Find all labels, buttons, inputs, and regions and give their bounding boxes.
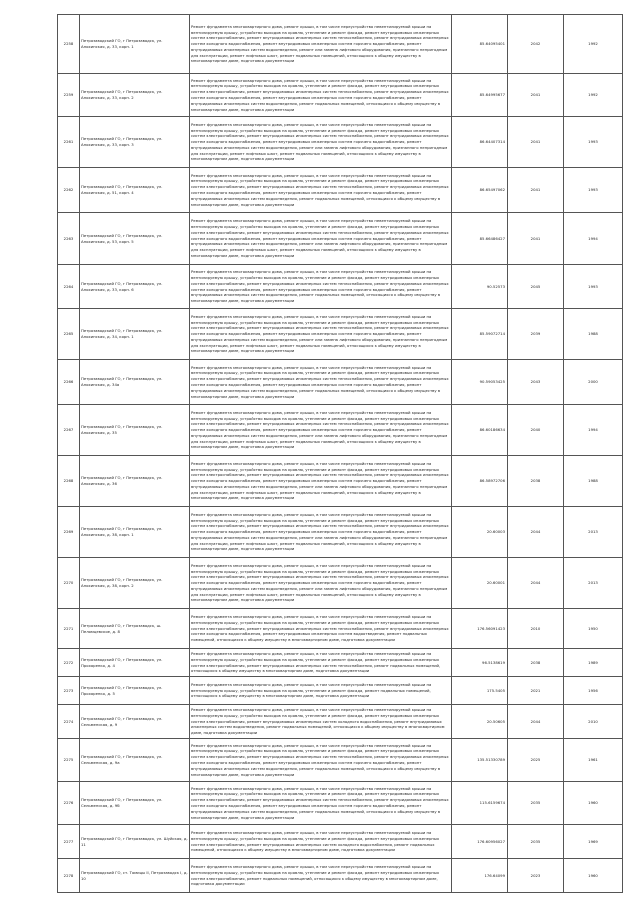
area-cell: 175.5405	[452, 677, 508, 705]
area-cell: 90.59053425	[452, 360, 508, 405]
address-cell: Петрозаводский ГО, г Петрозаводск, ул. Анохинская, д. 38, корп. 1	[80, 507, 190, 558]
build-year-cell: 1993	[564, 117, 623, 168]
address-cell: Петрозаводский ГО, г Петрозаводск, ул. Анохинская, д. 33, корп. 6	[80, 265, 190, 309]
works-cell: Ремонт фундамента многоквартирного дома, ремонт крыши, в том числе переустройство невентилируемой крыши на вентилируемую крышу, устройство выходов на кровлю, утепление и ремонт фасада, ремонт внутридомовых инженерных систем электроснабжения, ремонт внутридомовых инженерных систем теплоснабжения, ремонт внутридомовых инженерных систем холодного водоснабжения, ремонт внутридомовых инженерных систем горячего водоснабжения, ремонт внутридомовых инженерных систем водоотведения, ремонт подвальных помещений, относящихся к общему имуществу в многоквартирном доме, подготовка документации	[190, 782, 452, 825]
area-cell: 96.5138619	[452, 649, 508, 677]
planned-year-cell: 2023	[508, 859, 564, 893]
planned-year-cell: 2044	[508, 507, 564, 558]
area-cell: 20.60001	[452, 558, 508, 609]
address-cell: Петрозаводский ГО, г Петрозаводск, ул. Анохинская, д. 53, корп. 5	[80, 213, 190, 265]
table-row	[58, 677, 623, 705]
capital-repair-table	[57, 14, 623, 893]
works-cell: Ремонт фундамента многоквартирного дома, ремонт крыши, в том числе переустройство невентилируемой крыши на вентилируемую крышу, устройство выходов на кровлю, утепление и ремонт фасада, ремонт внутридомовых инженерных систем электроснабжения, ремонт внутридомовых инженерных систем теплоснабжения, ремонт внутридомовых инженерных систем холодного водоснабжения, ремонт внутридомовых инженерных систем горячего водоснабжения, ремонт внутридомовых инженерных систем водоотведения, ремонт или замена лифтового оборудования, признанного непригодным для эксплуатации, ремонт лифтовых шахт, ремонт подвальных помещений, относящихся к общему имуществу в многоквартирном доме, подготовка документации	[190, 405, 452, 456]
works-cell: Ремонт фундамента многоквартирного дома, ремонт крыши, в том числе переустройство невентилируемой крыши на вентилируемую крышу, устройство выходов на кровлю, утепление и ремонт фасада, ремонт внутридомовых инженерных систем электроснабжения, ремонт внутридомовых инженерных систем теплоснабжения, ремонт внутридомовых инженерных систем холодного водоснабжения, ремонт внутридомовых инженерных систем горячего водоснабжения, ремонт внутридомовых инженерных систем водоотведения, ремонт или замена лифтового оборудования, признанного непригодным для эксплуатации, ремонт лифтовых шахт, ремонт подвальных помещений, относящихся к общему имуществу в многоквартирном доме, подготовка документации	[190, 507, 452, 558]
row-number-cell: 2263	[58, 213, 80, 265]
address-cell: Петрозаводский ГО, г Петрозаводск, ул. Анохинская, д. 35	[80, 405, 190, 456]
area-cell: 115.6159674	[452, 782, 508, 825]
build-year-cell: 2000	[564, 360, 623, 405]
address-cell: Петрозаводский ГО, г Петрозаводск, ул. Сельменская, д. 9б	[80, 782, 190, 825]
planned-year-cell: 2038	[508, 456, 564, 507]
address-cell: Петрозаводский ГО, г Петрозаводск, ул. Анохинская, д. 34а	[80, 360, 190, 405]
table-row	[58, 168, 623, 213]
works-cell: Ремонт фундамента многоквартирного дома, ремонт крыши, в том числе переустройство невентилируемой крыши на вентилируемую крышу, устройство выходов на кровлю, утепление и ремонт фасада, ремонт внутридомовых инженерных систем электроснабжения, ремонт внутридомовых инженерных систем теплоснабжения, ремонт внутридомовых инженерных систем холодного водоснабжения, ремонт внутридомовых инженерных систем горячего водоснабжения, ремонт внутридомовых инженерных систем водоотведения, ремонт или замена лифтового оборудования, признанного непригодным для эксплуатации, ремонт лифтовых шахт, ремонт подвальных помещений, относящихся к общему имуществу в многоквартирном доме, подготовка документации	[190, 309, 452, 360]
area-cell: 86.64407314	[452, 117, 508, 168]
table-row	[58, 74, 623, 117]
area-cell: 20.60003	[452, 507, 508, 558]
table-row	[58, 739, 623, 782]
area-cell: 176.56091423	[452, 609, 508, 649]
planned-year-cell: 2038	[508, 649, 564, 677]
works-cell: Ремонт фундамента многоквартирного дома, ремонт крыши, в том числе переустройство невентилируемой крыши на вентилируемую крышу, устройство выходов на кровлю, утепление и ремонт фасада, ремонт внутридомовых инженерных систем электроснабжения, ремонт внутридомовых инженерных систем теплоснабжения, ремонт внутридомовых инженерных систем холодного водоснабжения, ремонт внутридомовых инженерных систем горячего водоснабжения, ремонт внутридомовых инженерных систем водоотведения, ремонт подвальных помещений, относящихся к общему имуществу в многоквартирном доме, подготовка документации	[190, 739, 452, 782]
table-row	[58, 507, 623, 558]
planned-year-cell: 2044	[508, 705, 564, 739]
document-page	[57, 14, 603, 893]
address-cell: Петрозаводский ГО, ст. Томицы II, Петрозаводск I, д. 10	[80, 859, 190, 893]
table-row	[58, 859, 623, 893]
area-cell: 90.52573	[452, 265, 508, 309]
planned-year-cell: 2044	[508, 558, 564, 609]
works-cell: Ремонт фундамента многоквартирного дома, ремонт крыши, в том числе переустройство невентилируемой крыши на вентилируемую крышу, устройство выходов на кровлю, утепление и ремонт фасада, ремонт внутридомовых инженерных систем электроснабжения, ремонт внутридомовых инженерных систем теплоснабжения, ремонт внутридомовых инженерных систем холодного водоснабжения, ремонт внутридомовых инженерных систем горячего водоснабжения, ремонт внутридомовых инженерных систем водоотведения, ремонт или замена лифтового оборудования, признанного непригодным для эксплуатации, ремонт лифтовых шахт, ремонт подвальных помещений, относящихся к общему имуществу в многоквартирном доме, подготовка документации	[190, 213, 452, 265]
area-cell: 86.65497062	[452, 168, 508, 213]
planned-year-cell: 2040	[508, 405, 564, 456]
address-cell: Петрозаводский ГО, г Петрозаводск, ул. Прохоренко, д. 5	[80, 677, 190, 705]
row-number-cell: 2258	[58, 15, 80, 74]
build-year-cell: 1993	[564, 265, 623, 309]
build-year-cell: 1969	[564, 825, 623, 859]
build-year-cell: 1950	[564, 609, 623, 649]
row-number-cell: 2270	[58, 558, 80, 609]
row-number-cell: 2266	[58, 360, 80, 405]
address-cell: Петрозаводский ГО, г Петрозаводск, ул. Сельменская, д. 9а	[80, 739, 190, 782]
row-number-cell: 2267	[58, 405, 80, 456]
table-row	[58, 265, 623, 309]
row-number-cell: 2278	[58, 859, 80, 893]
table-row	[58, 360, 623, 405]
address-cell: Петрозаводский ГО, г Петрозаводск, ул. Анохинская, д. 51, корп. 4	[80, 168, 190, 213]
works-cell: Ремонт фундамента многоквартирного дома, ремонт крыши, в том числе переустройство невентилируемой крыши на вентилируемую крышу, устройство выходов на кровлю, утепление и ремонт фасада, ремонт внутридомовых инженерных систем электроснабжения, ремонт внутридомовых инженерных систем теплоснабжения, ремонт подвальных помещений, относящихся к общему имуществу в многоквартирном доме, подготовка документации	[190, 649, 452, 677]
works-cell: Ремонт фундамента многоквартирного дома, ремонт крыши, в том числе переустройство невентилируемой крыши на вентилируемую крышу, устройство выходов на кровлю, утепление и ремонт фасада, ремонт внутридомовых инженерных систем электроснабжения, ремонт внутридомовых инженерных систем теплоснабжения, ремонт внутридомовых инженерных систем холодного водоснабжения, ремонт внутридомовых инженерных систем горячего водоснабжения, ремонт внутридомовых инженерных систем водоотведения, ремонт или замена лифтового оборудования, признанного непригодным для эксплуатации, ремонт лифтовых шахт, ремонт подвальных помещений, относящихся к общему имуществу в многоквартирном доме, подготовка документации	[190, 456, 452, 507]
build-year-cell: 1993	[564, 168, 623, 213]
works-cell: Ремонт фундамента многоквартирного дома, ремонт крыши, в том числе переустройство невентилируемой крыши на вентилируемую крышу, устройство выходов на кровлю, утепление и ремонт фасада, ремонт внутридомовых инженерных систем электроснабжения, ремонт внутридомовых инженерных систем холодного водоснабжения, ремонт подвальных помещений, относящихся к общему имуществу в многоквартирном доме, подготовка документации	[190, 825, 452, 859]
row-number-cell: 2271	[58, 609, 80, 649]
build-year-cell: 1988	[564, 309, 623, 360]
address-cell: Петрозаводский ГО, г Петрозаводск, ул. Анохинская, д. 36	[80, 456, 190, 507]
row-number-cell: 2275	[58, 739, 80, 782]
table-row	[58, 782, 623, 825]
row-number-cell: 2264	[58, 265, 80, 309]
area-cell: 85.66486427	[452, 213, 508, 265]
works-cell: Ремонт фундамента многоквартирного дома, ремонт крыши, в том числе переустройство невентилируемой крыши на вентилируемую крышу, устройство выходов на кровлю, утепление и ремонт фасада, ремонт внутридомовых инженерных систем электроснабжения, ремонт внутридомовых инженерных систем теплоснабжения, ремонт внутридомовых инженерных систем холодного водоснабжения, ремонт внутридомовых инженерных систем горячего водоснабжения, ремонт внутридомовых инженерных систем водоотведения, ремонт или замена лифтового оборудования, признанного непригодным для эксплуатации, ремонт лифтовых шахт, ремонт подвальных помещений, относящихся к общему имуществу в многоквартирном доме, подготовка документации	[190, 117, 452, 168]
area-cell: 85.59072714	[452, 309, 508, 360]
build-year-cell: 1956	[564, 677, 623, 705]
table-row	[58, 456, 623, 507]
works-cell: Ремонт фундамента многоквартирного дома, ремонт крыши, в том числе переустройство невентилируемой крыши на вентилируемую крышу, устройство выходов на кровлю, утепление и ремонт фасада, ремонт внутридомовых инженерных систем электроснабжения, ремонт внутридомовых инженерных систем теплоснабжения, ремонт внутридомовых инженерных систем холодного водоснабжения, ремонт внутридомовых инженерных систем горячего водоснабжения, ремонт внутридомовых инженерных систем водоотведения, ремонт подвальных помещений, относящихся к общему имуществу в многоквартирном доме, подготовка документации	[190, 265, 452, 309]
table-row	[58, 705, 623, 739]
build-year-cell: 1988	[564, 456, 623, 507]
build-year-cell: 1994	[564, 213, 623, 265]
build-year-cell: 1961	[564, 739, 623, 782]
row-number-cell: 2277	[58, 825, 80, 859]
address-cell: Петрозаводский ГО, г Петрозаводск, ш. Пеломцевское, д. 8	[80, 609, 190, 649]
build-year-cell: 1992	[564, 74, 623, 117]
area-cell: 85.64995677	[452, 74, 508, 117]
area-cell: 86.58972706	[452, 456, 508, 507]
table-row	[58, 825, 623, 859]
table-body	[58, 15, 623, 893]
address-cell: Петрозаводский ГО, г Петрозаводск, ул. Анохинская, д. 34, корп. 1	[80, 309, 190, 360]
table-row	[58, 15, 623, 74]
area-cell: 176.60956027	[452, 825, 508, 859]
row-number-cell: 2269	[58, 507, 80, 558]
planned-year-cell: 2035	[508, 825, 564, 859]
table-row	[58, 309, 623, 360]
planned-year-cell: 2041	[508, 74, 564, 117]
row-number-cell: 2272	[58, 649, 80, 677]
table-row	[58, 405, 623, 456]
area-cell: 85.64095401	[452, 15, 508, 74]
address-cell: Петрозаводский ГО, г Петрозаводск, ул. Анохинская, д. 33, корп. 1	[80, 15, 190, 74]
build-year-cell: 2013	[564, 558, 623, 609]
build-year-cell: 1960	[564, 782, 623, 825]
works-cell: Ремонт фундамента многоквартирного дома, ремонт крыши, в том числе переустройство невентилируемой крыши на вентилируемую крышу, устройство выходов на кровлю, утепление и ремонт фасада, ремонт внутридомовых инженерных систем электроснабжения, ремонт внутридомовых инженерных систем теплоснабжения, ремонт внутридомовых инженерных систем холодного водоснабжения, ремонт внутридомовых инженерных систем водоотведения, ремонт подвальных помещений, относящихся к общему имуществу в многоквартирном доме, подготовка документации	[190, 609, 452, 649]
planned-year-cell: 2041	[508, 213, 564, 265]
build-year-cell: 1992	[564, 15, 623, 74]
planned-year-cell: 2041	[508, 168, 564, 213]
works-cell: Ремонт фундамента многоквартирного дома, ремонт крыши, в том числе переустройство невентилируемой крыши на вентилируемую крышу, устройство выходов на кровлю, утепление и ремонт фасада, ремонт внутридомовых инженерных систем электроснабжения, ремонт внутридомовых инженерных систем теплоснабжения, ремонт внутридомовых инженерных систем холодного водоснабжения, ремонт внутридомовых инженерных систем горячего водоснабжения, ремонт внутридомовых инженерных систем водоотведения, ремонт или замена лифтового оборудования, признанного непригодным для эксплуатации, ремонт лифтовых шахт, ремонт подвальных помещений, относящихся к общему имуществу в многоквартирном доме, подготовка документации	[190, 15, 452, 74]
planned-year-cell: 2045	[508, 265, 564, 309]
row-number-cell: 2273	[58, 677, 80, 705]
build-year-cell: 2010	[564, 705, 623, 739]
row-number-cell: 2268	[58, 456, 80, 507]
planned-year-cell: 2025	[508, 739, 564, 782]
planned-year-cell: 2021	[508, 677, 564, 705]
row-number-cell: 2276	[58, 782, 80, 825]
row-number-cell: 2259	[58, 74, 80, 117]
works-cell: Ремонт фундамента многоквартирного дома, ремонт крыши, в том числе переустройство невентилируемой крыши на вентилируемую крышу, устройство выходов на кровлю, утепление и ремонт фасада, ремонт внутридомовых инженерных систем электроснабжения, ремонт подвальных помещений, относящихся к общему имуществу в многоквартирном доме, подготовка документации	[190, 859, 452, 893]
address-cell: Петрозаводский ГО, г Петрозаводск, ул. Сельменская, д. 9	[80, 705, 190, 739]
build-year-cell: 1989	[564, 649, 623, 677]
area-cell: 135.51330789	[452, 739, 508, 782]
works-cell: Ремонт фундамента многоквартирного дома, ремонт крыши, в том числе переустройство невентилируемой крыши на вентилируемую крышу, устройство выходов на кровлю, утепление и ремонт фасада, ремонт внутридомовых инженерных систем электроснабжения, ремонт внутридомовых инженерных систем холодного водоснабжения, ремонт внутридомовых инженерных систем водоотведения, ремонт подвальных помещений, относящихся к общему имуществу в многоквартирном доме, подготовка документации	[190, 705, 452, 739]
row-number-cell: 2265	[58, 309, 80, 360]
planned-year-cell: 2043	[508, 360, 564, 405]
table-row	[58, 213, 623, 265]
planned-year-cell: 2039	[508, 309, 564, 360]
address-cell: Петрозаводский ГО, г Петрозаводск, ул. Анохинская, д. 38, корп. 2	[80, 558, 190, 609]
works-cell: Ремонт фундамента многоквартирного дома, ремонт крыши, в том числе переустройство невентилируемой крыши на вентилируемую крышу, устройство выходов на кровлю, утепление и ремонт фасада, ремонт внутридомовых инженерных систем электроснабжения, ремонт внутридомовых инженерных систем теплоснабжения, ремонт внутридомовых инженерных систем холодного водоснабжения, ремонт внутридомовых инженерных систем горячего водоснабжения, ремонт внутридомовых инженерных систем водоотведения, ремонт подвальных помещений, относящихся к общему имуществу в многоквартирном доме, подготовка документации	[190, 360, 452, 405]
planned-year-cell: 2041	[508, 117, 564, 168]
address-cell: Петрозаводский ГО, г Петрозаводск, ул. Анохинская, д. 33, корп. 2	[80, 74, 190, 117]
planned-year-cell: 2042	[508, 15, 564, 74]
address-cell: Петрозаводский ГО, г Петрозаводск, ул. Анохинская, д. 33, корп. 3	[80, 117, 190, 168]
row-number-cell: 2262	[58, 168, 80, 213]
address-cell: Петрозаводский ГО, г Петрозаводск, ул. Прохоренко, д. 4	[80, 649, 190, 677]
works-cell: Ремонт фундамента многоквартирного дома, ремонт крыши, в том числе переустройство невентилируемой крыши на вентилируемую крышу, устройство выходов на кровлю, утепление и ремонт фасада, ремонт внутридомовых инженерных систем электроснабжения, ремонт внутридомовых инженерных систем теплоснабжения, ремонт внутридомовых инженерных систем холодного водоснабжения, ремонт внутридомовых инженерных систем горячего водоснабжения, ремонт внутридомовых инженерных систем водоотведения, ремонт подвальных помещений, относящихся к общему имуществу в многоквартирном доме, подготовка документации	[190, 168, 452, 213]
works-cell: Ремонт фундамента многоквартирного дома, ремонт крыши, в том числе переустройство невентилируемой крыши на вентилируемую крышу, устройство выходов на кровлю, утепление и ремонт фасада, ремонт внутридомовых инженерных систем электроснабжения, ремонт внутридомовых инженерных систем теплоснабжения, ремонт внутридомовых инженерных систем холодного водоснабжения, ремонт внутридомовых инженерных систем горячего водоснабжения, ремонт внутридомовых инженерных систем водоотведения, ремонт подвальных помещений, относящихся к общему имуществу в многоквартирном доме, подготовка документации	[190, 74, 452, 117]
table-row	[58, 558, 623, 609]
area-cell: 86.60186634	[452, 405, 508, 456]
row-number-cell: 2261	[58, 117, 80, 168]
address-cell: Петрозаводский ГО, г Петрозаводск, ул. Шуйская, д. 11	[80, 825, 190, 859]
works-cell: Ремонт фундамента многоквартирного дома, ремонт крыши, в том числе переустройство невентилируемой крыши на вентилируемую крышу, устройство выходов на кровлю, утепление и ремонт фасада, ремонт подвальных помещений, относящихся к общему имуществу в многоквартирном доме, подготовка документации	[190, 677, 452, 705]
build-year-cell: 1994	[564, 405, 623, 456]
area-cell: 20.50605	[452, 705, 508, 739]
table-row	[58, 117, 623, 168]
build-year-cell: 1960	[564, 859, 623, 893]
table-row	[58, 609, 623, 649]
works-cell: Ремонт фундамента многоквартирного дома, ремонт крыши, в том числе переустройство невентилируемой крыши на вентилируемую крышу, устройство выходов на кровлю, утепление и ремонт фасада, ремонт внутридомовых инженерных систем электроснабжения, ремонт внутридомовых инженерных систем теплоснабжения, ремонт внутридомовых инженерных систем холодного водоснабжения, ремонт внутридомовых инженерных систем горячего водоснабжения, ремонт внутридомовых инженерных систем водоотведения, ремонт или замена лифтового оборудования, признанного непригодным для эксплуатации, ремонт лифтовых шахт, ремонт подвальных помещений, относящихся к общему имуществу в многоквартирном доме, подготовка документации	[190, 558, 452, 609]
planned-year-cell: 2035	[508, 782, 564, 825]
table-row	[58, 649, 623, 677]
planned-year-cell: 2010	[508, 609, 564, 649]
row-number-cell: 2274	[58, 705, 80, 739]
area-cell: 176.64099	[452, 859, 508, 893]
build-year-cell: 2013	[564, 507, 623, 558]
